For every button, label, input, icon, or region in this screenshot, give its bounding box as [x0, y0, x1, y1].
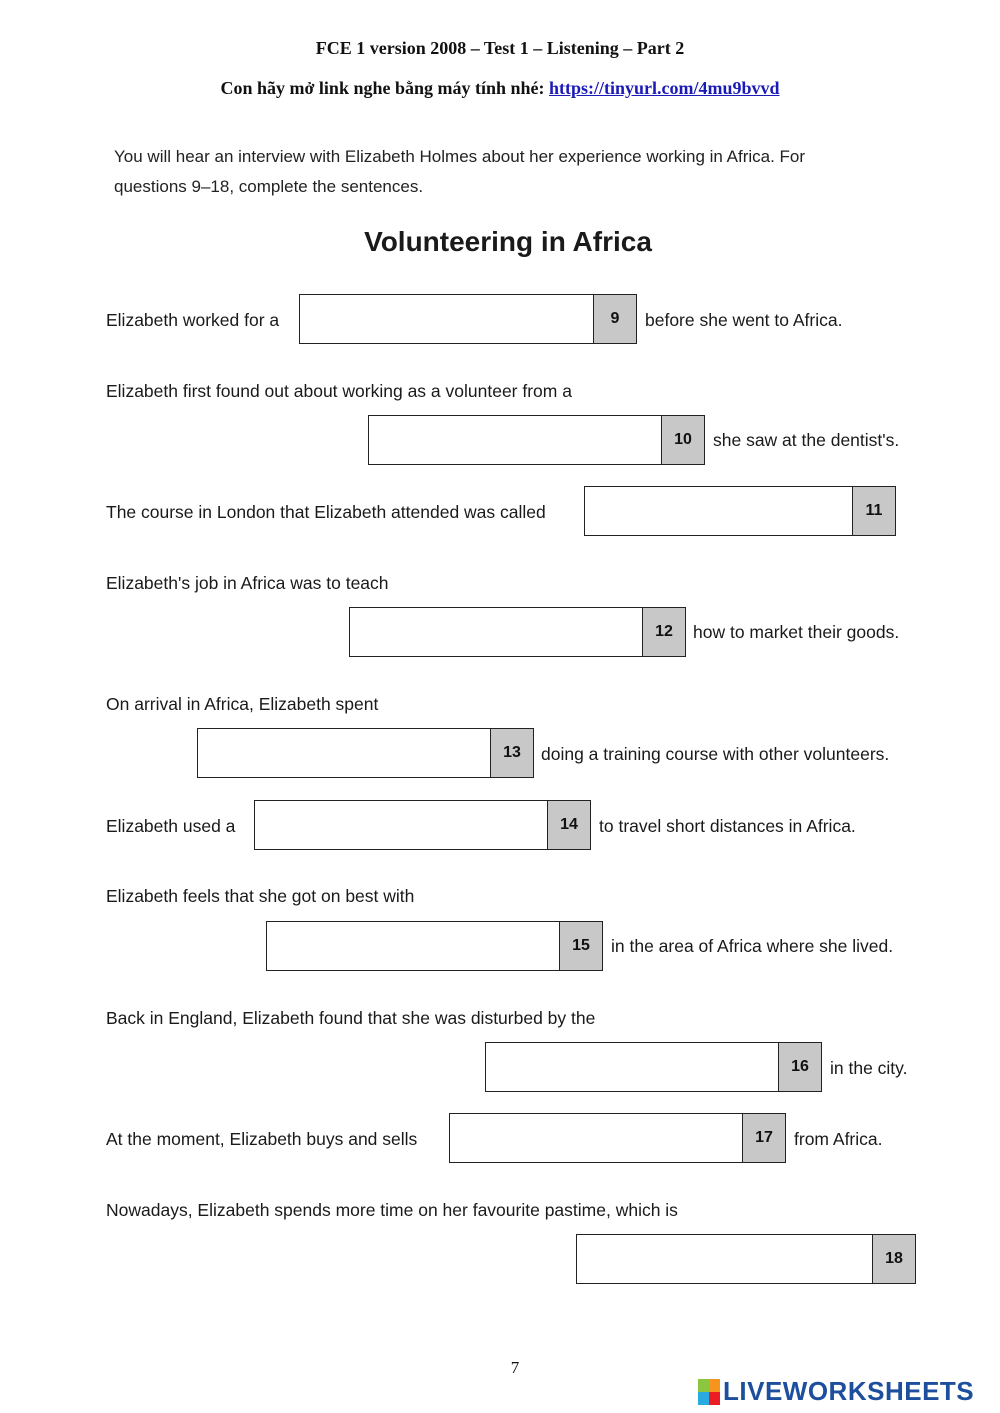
q16-number-label: 16 — [778, 1043, 821, 1091]
q13-number-label: 13 — [490, 729, 533, 777]
q18-number-label: 18 — [872, 1235, 915, 1283]
q9-number-label: 9 — [593, 295, 636, 343]
q12-answer-box[interactable] — [349, 607, 686, 657]
q14-text-after: to travel short distances in Africa. — [599, 816, 856, 836]
q17-text-before: At the moment, Elizabeth buys and sells — [106, 1129, 418, 1149]
audio-link-prefix: Con hãy mở link nghe bằng máy tính nhé: — [220, 78, 545, 98]
q11-answer-box[interactable] — [584, 486, 896, 536]
q18-answer-box[interactable] — [576, 1234, 916, 1284]
q14-answer-input[interactable] — [259, 805, 540, 845]
q18-answer-input[interactable] — [581, 1239, 865, 1279]
q13-answer-box[interactable] — [197, 728, 534, 778]
q16-answer-box[interactable] — [485, 1042, 822, 1092]
q16-answer-input[interactable] — [490, 1047, 771, 1087]
q10-answer-box[interactable] — [368, 415, 705, 465]
page-number: 7 — [510, 1358, 520, 1377]
q11-number-label: 11 — [852, 487, 895, 535]
q18-text-before: Nowadays, Elizabeth spends more time on her favourite pastime, which is — [106, 1200, 678, 1220]
q10-text-before: Elizabeth first found out about working as a volunteer from a — [106, 381, 572, 401]
audio-link-line — [0, 78, 1000, 99]
q10-answer-input[interactable] — [373, 420, 654, 460]
q17-text-after: from Africa. — [794, 1129, 883, 1149]
q16-text-after: in the city. — [830, 1058, 908, 1078]
section-title: Volunteering in Africa — [364, 226, 652, 257]
q9-text-after: before she went to Africa. — [645, 310, 843, 330]
instructions-line-2: questions 9–18, complete the sentences. — [114, 177, 424, 196]
q11-text-before: The course in London that Elizabeth attended was called — [106, 502, 546, 522]
q12-text-after: how to market their goods. — [693, 622, 900, 642]
audio-link[interactable]: https://tinyurl.com/4mu9bvvd — [549, 78, 780, 98]
liveworksheets-logo[interactable] — [698, 1376, 974, 1407]
q17-number-label: 17 — [742, 1114, 785, 1162]
q14-answer-box[interactable] — [254, 800, 591, 850]
q16-text-before: Back in England, Elizabeth found that she was disturbed by the — [106, 1008, 596, 1028]
q12-answer-input[interactable] — [354, 612, 635, 652]
q12-number-label: 12 — [642, 608, 685, 656]
liveworksheets-logo-text: LIVEWORKSHEETS — [723, 1376, 975, 1406]
q15-text-before: Elizabeth feels that she got on best with — [106, 886, 415, 906]
q11-answer-input[interactable] — [589, 491, 845, 531]
q13-text-after: doing a training course with other volunteers. — [541, 744, 890, 764]
page-header-title: FCE 1 version 2008 – Test 1 – Listening – Part 2 — [315, 38, 685, 58]
q17-answer-input[interactable] — [454, 1118, 735, 1158]
q9-answer-input[interactable] — [304, 299, 586, 339]
q14-text-before: Elizabeth used a — [106, 816, 236, 836]
q15-text-after: in the area of Africa where she lived. — [611, 936, 894, 956]
q17-answer-box[interactable] — [449, 1113, 786, 1163]
q13-answer-input[interactable] — [202, 733, 483, 773]
q9-text-before: Elizabeth worked for a — [106, 310, 280, 330]
q10-text-after: she saw at the dentist's. — [713, 430, 900, 450]
q15-answer-input[interactable] — [271, 926, 552, 966]
q15-number-label: 15 — [559, 922, 602, 970]
instructions-line-1: You will hear an interview with Elizabeth Holmes about her experience working in Africa. For — [114, 147, 806, 166]
q15-answer-box[interactable] — [266, 921, 603, 971]
q14-number-label: 14 — [547, 801, 590, 849]
liveworksheets-logo-icon — [698, 1379, 720, 1405]
instructions — [114, 142, 874, 202]
q13-text-before: On arrival in Africa, Elizabeth spent — [106, 694, 379, 714]
q10-number-label: 10 — [661, 416, 704, 464]
q9-answer-box[interactable] — [299, 294, 637, 344]
q12-text-before: Elizabeth's job in Africa was to teach — [106, 573, 389, 593]
